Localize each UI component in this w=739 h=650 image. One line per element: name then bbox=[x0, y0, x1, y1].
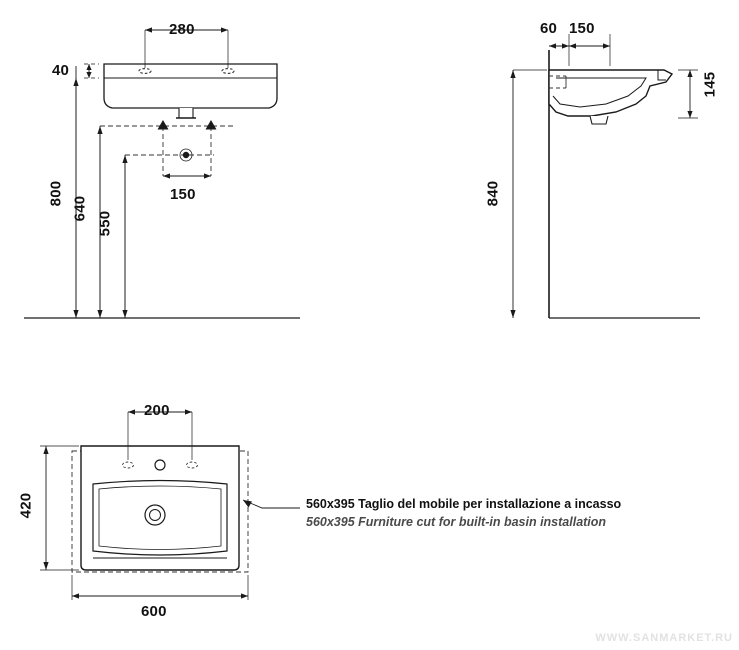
callout-text-italian: 560x395 Taglio del mobile per installazione a incasso bbox=[306, 497, 622, 511]
dim-side-basin-body-height: 145 bbox=[701, 71, 719, 98]
fixing-marker-right bbox=[206, 120, 217, 130]
dim-plan-tap-hole-spread: 200 bbox=[144, 402, 170, 419]
side-basin-outline bbox=[549, 70, 672, 116]
fixing-marker-left bbox=[158, 120, 169, 130]
waste-centre-marker bbox=[183, 152, 189, 158]
front-waste-stub bbox=[179, 108, 193, 118]
dim-plan-depth: 420 bbox=[17, 492, 35, 519]
dim-plan-width: 600 bbox=[141, 603, 167, 620]
dim-side-mounting-height: 840 bbox=[484, 180, 502, 207]
dim-front-basin-height: 800 bbox=[47, 180, 65, 207]
front-basin-outline bbox=[104, 64, 277, 108]
dim-front-fixing-spread: 150 bbox=[170, 186, 196, 203]
dim-front-tap-hole-spread: 280 bbox=[169, 21, 195, 38]
dim-front-basin-depth-top: 40 bbox=[52, 62, 70, 79]
callout-leader bbox=[243, 500, 300, 508]
watermark: WWW.SANMARKET.RU bbox=[595, 632, 733, 644]
callout-text-english: 560x395 Furniture cut for built-in basin installation bbox=[306, 515, 607, 529]
dim-side-projection: 150 bbox=[569, 20, 595, 37]
dim-front-fixing-height: 640 bbox=[71, 195, 89, 222]
dim-front-drain-height: 550 bbox=[96, 210, 114, 237]
dim-side-back-offset: 60 bbox=[540, 20, 558, 37]
